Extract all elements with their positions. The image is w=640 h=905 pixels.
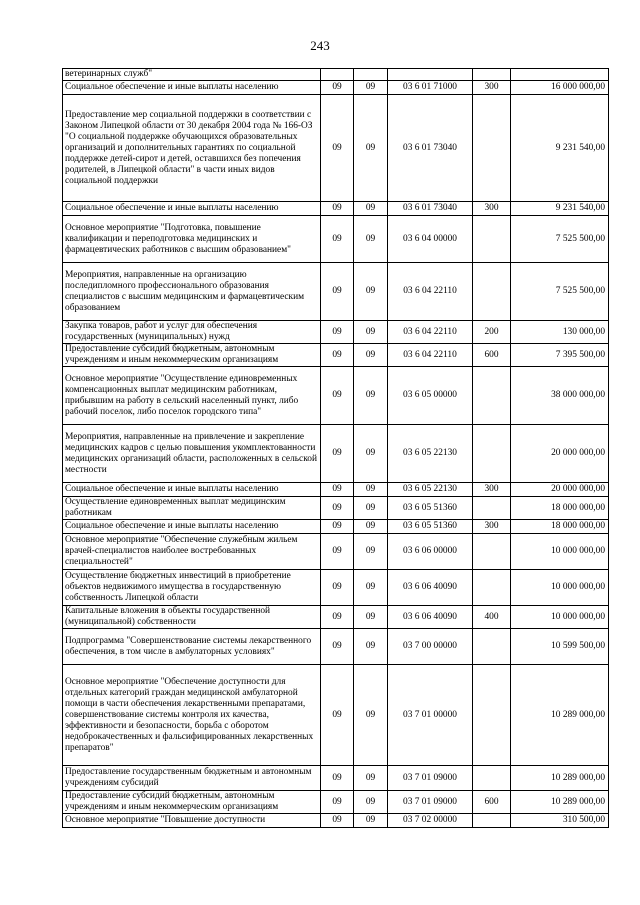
section-code: 09 — [321, 367, 354, 425]
subsection-code: 09 — [354, 520, 388, 534]
amount: 10 289 000,00 — [511, 665, 609, 766]
section-code: 09 — [321, 570, 354, 606]
table-row — [63, 520, 609, 534]
amount: 9 231 540,00 — [511, 202, 609, 216]
item-name: Социальное обеспечение и иные выплаты населению — [63, 483, 321, 497]
target-article-code: 03 7 01 00000 — [388, 665, 473, 766]
expense-type-code: 200 — [473, 321, 511, 344]
expense-type-code: 300 — [473, 520, 511, 534]
expense-type-code — [473, 425, 511, 483]
table-row — [63, 263, 609, 321]
amount: 7 525 500,00 — [511, 263, 609, 321]
subsection-code: 09 — [354, 665, 388, 766]
section-code: 09 — [321, 766, 354, 791]
amount: 18 000 000,00 — [511, 520, 609, 534]
amount: 310 500,00 — [511, 814, 609, 828]
amount: 20 000 000,00 — [511, 483, 609, 497]
target-article-code — [388, 69, 473, 81]
page-number: 243 — [310, 38, 330, 53]
target-article-code: 03 7 01 09000 — [388, 766, 473, 791]
item-name: Предоставление мер социальной поддержки в соответствии с Законом Липецкой области от 30 декабря 2004 года № 166-ОЗ "О социальной поддержке обучающихся образовательных организаций и дополнительных гарантиях по социальной поддержке детей-сирот и детей, оставшихся без попечения родителей, в Липецкой области" в части иных видов социальной поддержки — [63, 95, 321, 202]
target-article-code: 03 6 04 22110 — [388, 321, 473, 344]
section-code: 09 — [321, 814, 354, 828]
section-code: 09 — [321, 606, 354, 629]
table-row — [63, 367, 609, 425]
target-article-code: 03 6 05 22130 — [388, 425, 473, 483]
target-article-code: 03 6 01 73040 — [388, 95, 473, 202]
expense-type-code — [473, 69, 511, 81]
section-code: 09 — [321, 497, 354, 520]
table-row — [63, 570, 609, 606]
target-article-code: 03 7 01 09000 — [388, 791, 473, 814]
amount: 38 000 000,00 — [511, 367, 609, 425]
amount — [511, 69, 609, 81]
subsection-code: 09 — [354, 216, 388, 263]
amount: 16 000 000,00 — [511, 81, 609, 95]
expense-type-code — [473, 216, 511, 263]
table-row — [63, 665, 609, 766]
target-article-code: 03 7 00 00000 — [388, 629, 473, 665]
section-code: 09 — [321, 483, 354, 497]
target-article-code: 03 6 05 51360 — [388, 520, 473, 534]
table-row — [63, 344, 609, 367]
subsection-code: 09 — [354, 81, 388, 95]
expense-type-code: 300 — [473, 483, 511, 497]
table-row — [63, 791, 609, 814]
target-article-code: 03 6 01 73040 — [388, 202, 473, 216]
subsection-code: 09 — [354, 766, 388, 791]
item-name: Предоставление субсидий бюджетным, автономным учреждениям и иным некоммерческим организациям — [63, 344, 321, 367]
amount: 10 000 000,00 — [511, 606, 609, 629]
subsection-code: 09 — [354, 791, 388, 814]
table-row — [63, 202, 609, 216]
section-code: 09 — [321, 216, 354, 263]
expense-type-code — [473, 570, 511, 606]
section-code: 09 — [321, 425, 354, 483]
item-name: Основное мероприятие "Обеспечение доступности для отдельных категорий граждан медицинской амбулаторной помощи в части обеспечения лекарственными препаратами, совершенствование системы контроля их качества, эффективности и безопасности, борьба с оборотом недоброкачественных и фальсифицированных лекарственных препаратов" — [63, 665, 321, 766]
target-article-code: 03 6 05 51360 — [388, 497, 473, 520]
expense-type-code — [473, 263, 511, 321]
item-name: Основное мероприятие "Обеспечение служебным жильем врачей-специалистов наиболее востребованных специальностей" — [63, 534, 321, 570]
table-row — [63, 814, 609, 828]
table-row — [63, 216, 609, 263]
table-row — [63, 483, 609, 497]
section-code: 09 — [321, 344, 354, 367]
budget-table — [62, 68, 609, 828]
table-row — [63, 69, 609, 81]
expense-type-code — [473, 497, 511, 520]
item-name: Подпрограмма "Совершенствование системы лекарственного обеспечения, в том числе в амбулаторных условиях" — [63, 629, 321, 665]
section-code: 09 — [321, 665, 354, 766]
item-name: Мероприятия, направленные на организацию последипломного профессионального образования специалистов с высшим медицинским и фармацевтическим образованием — [63, 263, 321, 321]
target-article-code: 03 6 06 40090 — [388, 570, 473, 606]
item-name: Социальное обеспечение и иные выплаты населению — [63, 81, 321, 95]
table-row — [63, 534, 609, 570]
section-code: 09 — [321, 95, 354, 202]
section-code — [321, 69, 354, 81]
table-row — [63, 81, 609, 95]
subsection-code: 09 — [354, 534, 388, 570]
subsection-code: 09 — [354, 629, 388, 665]
expense-type-code: 300 — [473, 202, 511, 216]
expense-type-code — [473, 665, 511, 766]
table-row — [63, 95, 609, 202]
amount: 20 000 000,00 — [511, 425, 609, 483]
section-code: 09 — [321, 202, 354, 216]
subsection-code: 09 — [354, 367, 388, 425]
item-name: Осуществление бюджетных инвестиций в приобретение объектов недвижимого имущества в государственную собственность Липецкой области — [63, 570, 321, 606]
subsection-code — [354, 69, 388, 81]
expense-type-code — [473, 95, 511, 202]
target-article-code: 03 6 06 00000 — [388, 534, 473, 570]
item-name: Предоставление государственным бюджетным и автономным учреждениям субсидий — [63, 766, 321, 791]
target-article-code: 03 7 02 00000 — [388, 814, 473, 828]
amount: 10 289 000,00 — [511, 791, 609, 814]
table-row — [63, 629, 609, 665]
section-code: 09 — [321, 629, 354, 665]
expense-type-code: 300 — [473, 81, 511, 95]
item-name: Закупка товаров, работ и услуг для обеспечения государственных (муниципальных) нужд — [63, 321, 321, 344]
item-name: Основное мероприятие "Подготовка, повышение квалификации и переподготовка медицинских и фармацевтических работников с высшим образованием" — [63, 216, 321, 263]
item-name: Социальное обеспечение и иные выплаты населению — [63, 520, 321, 534]
subsection-code: 09 — [354, 570, 388, 606]
subsection-code: 09 — [354, 606, 388, 629]
table-row — [63, 606, 609, 629]
expense-type-code — [473, 766, 511, 791]
section-code: 09 — [321, 534, 354, 570]
subsection-code: 09 — [354, 321, 388, 344]
amount: 10 289 000,00 — [511, 766, 609, 791]
subsection-code: 09 — [354, 263, 388, 321]
expense-type-code — [473, 629, 511, 665]
subsection-code: 09 — [354, 425, 388, 483]
item-name: Основное мероприятие "Осуществление единовременных компенсационных выплат медицинским работникам, прибывшим на работу в сельский населенный пункт, либо рабочий поселок, либо поселок городского типа" — [63, 367, 321, 425]
section-code: 09 — [321, 81, 354, 95]
amount: 10 599 500,00 — [511, 629, 609, 665]
target-article-code: 03 6 04 22110 — [388, 344, 473, 367]
table-row — [63, 425, 609, 483]
section-code: 09 — [321, 791, 354, 814]
target-article-code: 03 6 04 00000 — [388, 216, 473, 263]
amount: 7 395 500,00 — [511, 344, 609, 367]
expense-type-code: 400 — [473, 606, 511, 629]
table-row — [63, 321, 609, 344]
item-name: Социальное обеспечение и иные выплаты населению — [63, 202, 321, 216]
item-name: Капитальные вложения в объекты государственной (муниципальной) собственности — [63, 606, 321, 629]
item-name: ветеринарных служб" — [63, 69, 321, 81]
target-article-code: 03 6 06 40090 — [388, 606, 473, 629]
target-article-code: 03 6 05 22130 — [388, 483, 473, 497]
target-article-code: 03 6 05 00000 — [388, 367, 473, 425]
amount: 7 525 500,00 — [511, 216, 609, 263]
table-row — [63, 497, 609, 520]
item-name: Мероприятия, направленные на привлечение и закрепление медицинских кадров с целью повышения укомплектованности медицинских организаций области, расположенных в сельской местности — [63, 425, 321, 483]
item-name: Осуществление единовременных выплат медицинским работникам — [63, 497, 321, 520]
expense-type-code: 600 — [473, 344, 511, 367]
target-article-code: 03 6 01 71000 — [388, 81, 473, 95]
item-name: Основное мероприятие "Повышение доступности — [63, 814, 321, 828]
amount: 9 231 540,00 — [511, 95, 609, 202]
expense-type-code — [473, 367, 511, 425]
amount: 10 000 000,00 — [511, 570, 609, 606]
amount: 130 000,00 — [511, 321, 609, 344]
subsection-code: 09 — [354, 483, 388, 497]
section-code: 09 — [321, 263, 354, 321]
table-row — [63, 766, 609, 791]
expense-type-code — [473, 534, 511, 570]
expense-type-code — [473, 814, 511, 828]
subsection-code: 09 — [354, 202, 388, 216]
amount: 18 000 000,00 — [511, 497, 609, 520]
item-name: Предоставление субсидий бюджетным, автономным учреждениям и иным некоммерческим организациям — [63, 791, 321, 814]
subsection-code: 09 — [354, 344, 388, 367]
amount: 10 000 000,00 — [511, 534, 609, 570]
subsection-code: 09 — [354, 814, 388, 828]
subsection-code: 09 — [354, 95, 388, 202]
section-code: 09 — [321, 321, 354, 344]
expense-type-code: 600 — [473, 791, 511, 814]
section-code: 09 — [321, 520, 354, 534]
subsection-code: 09 — [354, 497, 388, 520]
target-article-code: 03 6 04 22110 — [388, 263, 473, 321]
